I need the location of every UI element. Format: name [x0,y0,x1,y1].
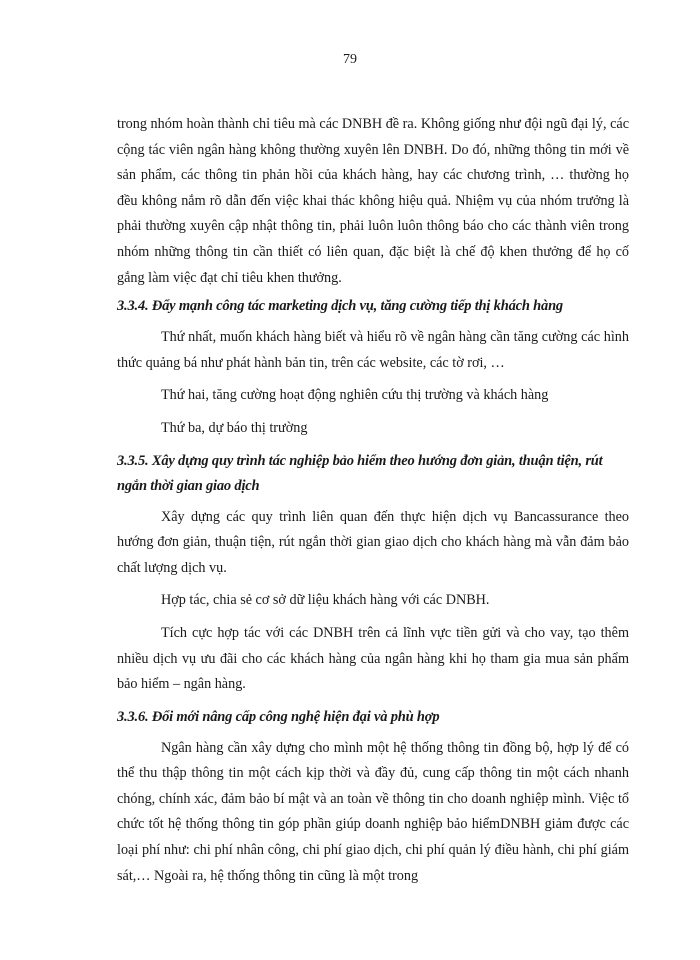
paragraph: Ngân hàng cần xây dựng cho mình một hệ thống thông tin đồng bộ, hợp lý để có thể thu thập thông tin một cách kịp thời và đầy đủ, cung cấp thông tin một cách nhanh chóng, chính xác, đảm bảo bí mật và an toàn về thông tin cho doanh nghiệp mình. Việc tổ chức tốt hệ thống thông tin góp phần giúp doanh nghiệp bảo hiểmDNBH giảm được các loại phí như: chi phí nhân công, chi phí giao dịch, chi phí quản lý điều hành, chi phí giám sát,… Ngoài ra, hệ thống thông tin cũng là một trong [117,739,629,884]
paragraph: Hợp tác, chia sẻ cơ sở dữ liệu khách hàng với các DNBH. [161,592,490,609]
document-body [117,112,629,889]
paragraph: Tích cực hợp tác với các DNBH trên cả lĩnh vực tiền gửi và cho vay, tạo thêm nhiều dịch vụ ưu đãi cho các khách hàng của ngân hàng khi họ tham gia mua sản phẩm bảo hiểm – ngân hàng. [117,624,629,693]
paragraph: Thứ nhất, muốn khách hàng biết và hiểu rõ về ngân hàng cần tăng cường các hình thức quảng bá như phát hành bản tin, trên các website, các tờ rơi, … [117,329,629,371]
section-3-3-6 [117,705,629,890]
continuation-paragraph: trong nhóm hoàn thành chỉ tiêu mà các DNBH đề ra. Không giống như đội ngũ đại lý, các cộng tác viên ngân hàng không thường xuyên lên DNBH. Do đó, những thông tin mới về sản phẩm, các thông tin phản hồi của khách hàng, hay các chương trình, … thường họ đều không nắm rõ dẫn đến việc khai thác không hiệu quả. Nhiệm vụ của nhóm trưởng là phải thường xuyên cập nhật thông tin, phải luôn luôn thông báo cho các thành viên trong nhóm những thông tin cần thiết có liên quan, đặc biệt là chế độ khen thưởng để họ cố gắng làm việc đạt chỉ tiêu khen thưởng. [117,116,629,286]
paragraph: Thứ ba, dự báo thị trường [161,419,308,436]
section-3-3-4 [117,294,629,441]
section-3-3-5 [117,449,629,698]
section-heading: 3.3.5. Xây dựng quy trình tác nghiệp bảo hiểm theo hướng đơn giản, thuận tiện, rút ngắn thời gian giao dịch [117,452,603,494]
paragraph: Thứ hai, tăng cường hoạt động nghiên cứu thị trường và khách hàng [161,387,549,404]
page-number: 79 [343,52,357,67]
section-heading: 3.3.6. Đổi mới nâng cấp công nghệ hiện đại và phù hợp [117,708,440,725]
paragraph: Xây dựng các quy trình liên quan đến thực hiện dịch vụ Bancassurance theo hướng đơn giản, thuận tiện, rút ngắn thời gian giao dịch cho khách hàng mà vẫn đảm bảo chất lượng dịch vụ. [117,508,629,576]
section-heading: 3.3.4. Đẩy mạnh công tác marketing dịch vụ, tăng cường tiếp thị khách hàng [117,298,563,315]
